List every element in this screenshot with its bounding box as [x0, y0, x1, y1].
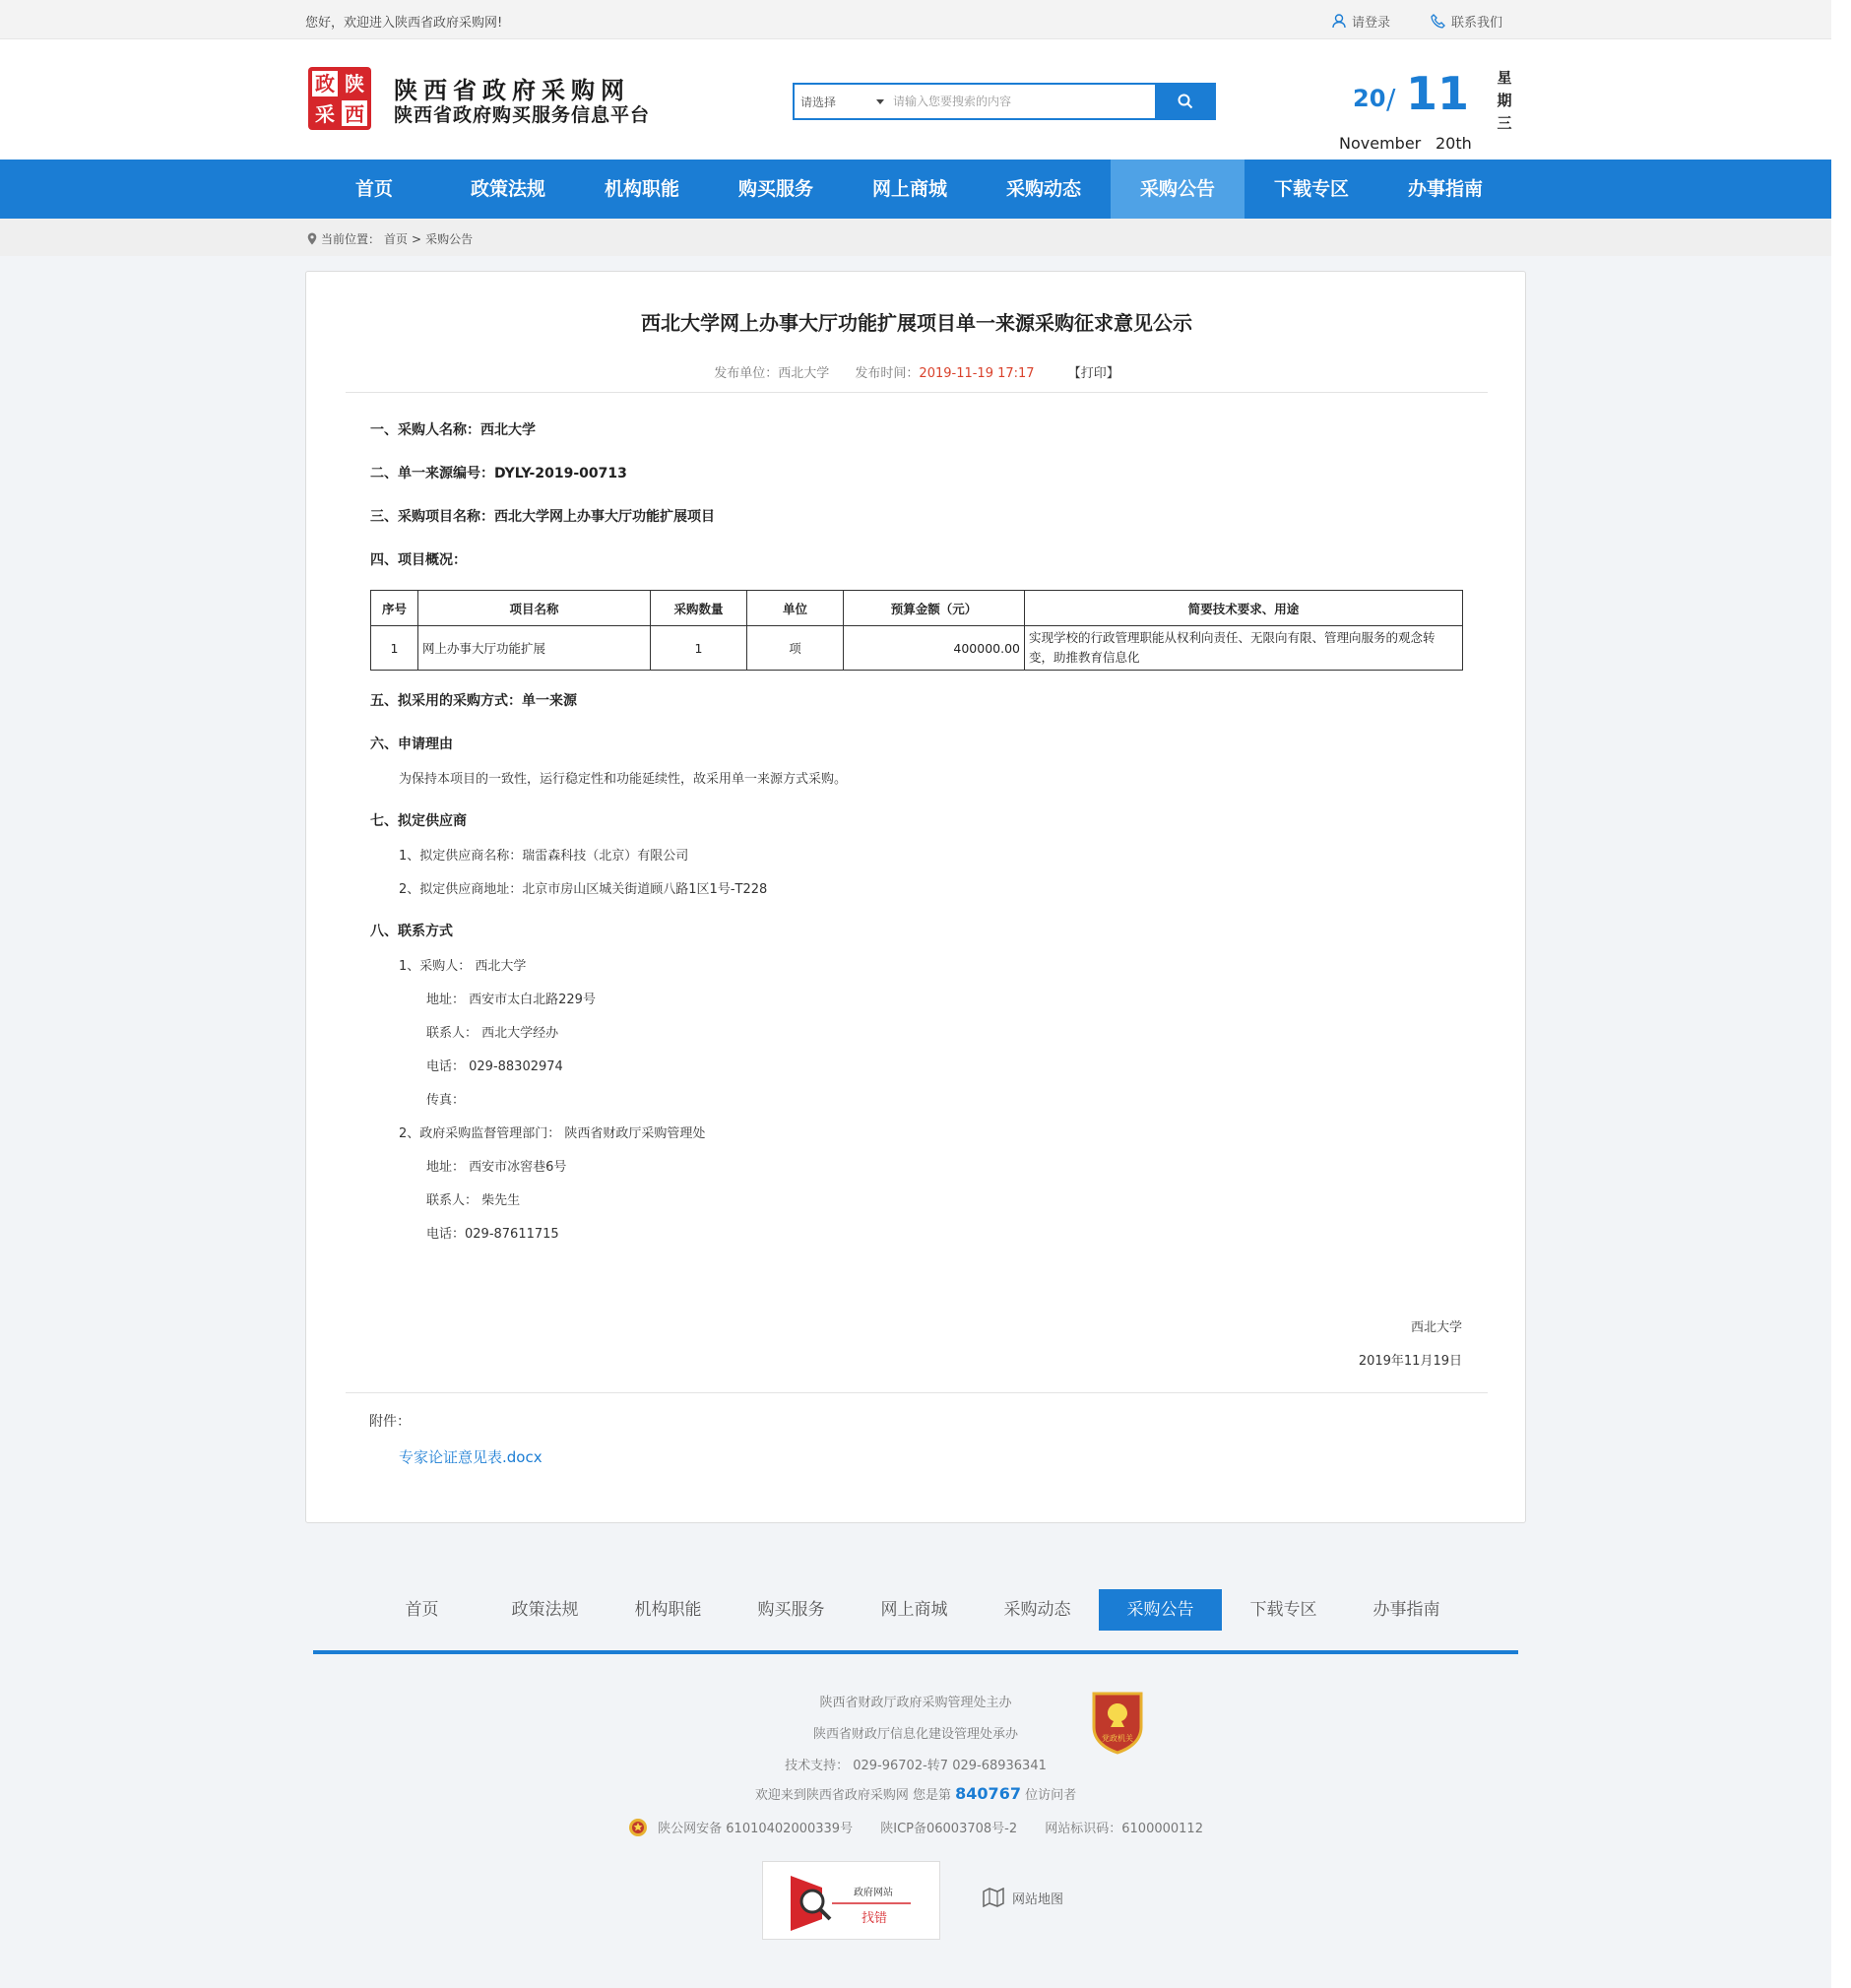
welcome-text: 您好，欢迎进入陕西省政府采购网! — [305, 16, 503, 31]
search-icon — [1178, 94, 1193, 109]
footer-nav — [313, 1589, 1518, 1633]
reason-text: 为保持本项目的一致性，运行稳定性和功能延续性，故采用单一来源方式采购。 — [399, 772, 848, 787]
visits-suffix: 位访问者 — [1020, 1788, 1077, 1803]
table-cell: 1 — [371, 626, 418, 671]
main-nav — [0, 160, 1831, 219]
location-pin-icon — [307, 232, 317, 245]
footer-nav-downloads[interactable]: 下载专区 — [1249, 1600, 1317, 1620]
footer-nav-mall[interactable]: 网上商城 — [880, 1600, 948, 1620]
footer-divider — [313, 1650, 1518, 1654]
police-emblem-icon[interactable] — [628, 1818, 648, 1837]
chevron-down-icon[interactable] — [876, 99, 884, 104]
contact-supervisor-phone: 电话：029-87611715 — [426, 1227, 559, 1242]
weekday-char: 星 — [1497, 69, 1512, 87]
nav-item-announcements[interactable]: 采购公告 — [1111, 160, 1245, 219]
find-error-line2: 找错 — [862, 1911, 888, 1926]
visits-prefix: 欢迎来到陕西省政府采购网 您是第 — [754, 1788, 956, 1803]
contact-supervisor-address: 地址： 西安市冰窖巷6号 — [426, 1160, 567, 1175]
article-title: 西北大学网上办事大厅功能扩展项目单一来源采购征求意见公示 — [641, 311, 1192, 335]
footer-records — [0, 1818, 1831, 1837]
publish-time-label: 发布时间： — [855, 366, 920, 381]
table-cell: 项 — [747, 626, 844, 671]
signature-date: 2019年11月19日 — [1358, 1354, 1462, 1369]
col-header: 单位 — [747, 591, 844, 626]
attachment-link[interactable]: 专家论证意见表.docx — [399, 1448, 543, 1466]
contact-purchaser-address: 地址： 西安市太白北路229号 — [426, 993, 596, 1007]
svg-text:采: 采 — [315, 102, 335, 126]
section-supplier: 七、拟定供应商 — [370, 813, 467, 829]
contact-purchaser-phone: 电话： 029-88302974 — [426, 1059, 563, 1074]
col-header: 项目名称 — [418, 591, 651, 626]
section-purchaser: 一、采购人名称：西北大学 — [370, 422, 536, 438]
footer-undertaker: 陕西省财政厅信息化建设管理处承办 — [812, 1727, 1018, 1742]
signature-org: 西北大学 — [1410, 1320, 1462, 1335]
date-slash: / — [1386, 83, 1396, 115]
breadcrumb-current[interactable]: 采购公告 — [425, 232, 474, 246]
publish-time: 2019-11-19 17:17 — [919, 366, 1035, 381]
logo-seal[interactable] — [307, 66, 372, 131]
supplier-name: 1、拟定供应商名称：瑞雷森科技（北京）有限公司 — [399, 849, 689, 864]
project-table — [370, 590, 1463, 671]
print-link[interactable]: 【打印】 — [1067, 366, 1119, 381]
find-error-button[interactable] — [762, 1861, 940, 1940]
search-category-select[interactable]: 请选择 — [800, 96, 837, 109]
breadcrumb-separator: > — [412, 231, 422, 246]
site-title: 陕西省政府采购网 — [394, 76, 630, 104]
footer-nav-services[interactable]: 购买服务 — [757, 1600, 825, 1620]
contact-purchaser-fax: 传真： — [426, 1093, 466, 1108]
contact-purchaser: 1、采购人： 西北大学 — [399, 959, 527, 974]
nav-item-services[interactable]: 购买服务 — [737, 178, 813, 200]
divider — [346, 392, 1488, 393]
date-day: 11 — [1406, 67, 1470, 120]
section-source-number: 二、单一来源编号：DYLY-2019-00713 — [370, 466, 627, 481]
footer-nav-guide[interactable]: 办事指南 — [1372, 1600, 1440, 1620]
icp-link[interactable]: 陕ICP备06003708号-2 — [880, 1822, 1018, 1836]
footer-nav-org[interactable]: 机构职能 — [634, 1600, 702, 1620]
table-cell: 400000.00 — [844, 626, 1025, 671]
find-error-line1: 政府网站 — [854, 1888, 893, 1898]
svg-text:西: 西 — [345, 102, 364, 126]
svg-text:陕: 陕 — [345, 72, 364, 96]
login-label: 请登录 — [1352, 16, 1391, 31]
article-meta — [306, 362, 1527, 381]
date-ordinal: 20th — [1436, 134, 1472, 153]
top-bar — [0, 0, 1831, 39]
weekday-char: 三 — [1497, 114, 1512, 132]
search-input[interactable] — [893, 91, 1149, 112]
section-reason: 六、申请理由 — [370, 737, 453, 752]
section-contact: 八、联系方式 — [370, 924, 453, 939]
date-year: 20 — [1353, 85, 1386, 112]
footer-visits — [0, 1784, 1831, 1803]
section-overview: 四、项目概况： — [370, 552, 467, 568]
footer-nav-news[interactable]: 采购动态 — [1003, 1600, 1071, 1620]
date-widget — [1329, 61, 1516, 153]
attachment-label: 附件： — [369, 1414, 411, 1430]
site-header — [0, 39, 1831, 160]
date-weekday — [1495, 67, 1514, 135]
publisher: 发布单位：西北大学 — [714, 366, 830, 381]
divider — [346, 1392, 1488, 1393]
weekday-char: 期 — [1497, 92, 1512, 109]
footer-nav-home[interactable]: 首页 — [405, 1600, 439, 1620]
footer-nav-announcements[interactable]: 采购公告 — [1099, 1589, 1222, 1631]
breadcrumb — [307, 230, 473, 247]
date-month: November — [1339, 134, 1422, 153]
table-cell: 1 — [651, 626, 747, 671]
section-project-name: 三、采购项目名称：西北大学网上办事大厅功能扩展项目 — [370, 509, 715, 525]
contact-link[interactable] — [1431, 12, 1502, 31]
table-row — [371, 626, 1463, 671]
phone-icon — [1431, 14, 1445, 29]
nav-item-guide[interactable]: 办事指南 — [1407, 178, 1483, 200]
table-header-row — [371, 591, 1463, 626]
col-header: 序号 — [371, 591, 418, 626]
footer-nav-policy[interactable]: 政策法规 — [511, 1600, 579, 1620]
contact-supervisor: 2、政府采购监督管理部门： 陕西省财政厅采购管理处 — [399, 1126, 706, 1141]
badge-text: 党政机关 — [1102, 1734, 1133, 1743]
user-icon — [1332, 14, 1346, 29]
contact-purchaser-person: 联系人： 西北大学经办 — [426, 1026, 559, 1041]
search-bar — [793, 83, 1216, 120]
scrollbar-gutter[interactable] — [1831, 0, 1851, 1988]
section-method: 五、拟采用的采购方式：单一来源 — [370, 693, 577, 709]
svg-text:政: 政 — [315, 72, 335, 96]
site-id: 网站标识码：6100000112 — [1045, 1822, 1203, 1836]
visits-count: 840767 — [955, 1784, 1021, 1803]
breadcrumb-bar — [0, 219, 1831, 256]
sitemap-link[interactable] — [983, 1888, 1063, 1907]
table-cell: 网上办事大厅功能扩展 — [418, 626, 651, 671]
footer-support: 技术支持： 029-96702-转7 029-68936341 — [785, 1759, 1047, 1773]
nav-item-downloads[interactable]: 下载专区 — [1273, 178, 1349, 200]
map-icon — [983, 1888, 1004, 1907]
search-button[interactable] — [1155, 83, 1216, 120]
footer-host: 陕西省财政厅政府采购管理处主办 — [819, 1696, 1012, 1710]
site-subtitle: 陕西省政府购买服务信息平台 — [394, 104, 651, 126]
party-government-badge[interactable] — [1090, 1690, 1145, 1755]
nav-item-news[interactable]: 采购动态 — [1005, 178, 1081, 200]
login-link[interactable] — [1332, 12, 1390, 31]
sitemap-label: 网站地图 — [1012, 1892, 1064, 1907]
breadcrumb-home[interactable]: 首页 — [384, 232, 409, 246]
table-cell: 实现学校的行政管理职能从权利向责任、无限向有限、管理向服务的观念转变，助推教育信息化 — [1025, 626, 1463, 671]
contact-label: 联系我们 — [1451, 16, 1503, 31]
nav-item-org[interactable]: 机构职能 — [604, 178, 679, 200]
contact-supervisor-person: 联系人： 柴先生 — [426, 1193, 521, 1208]
col-header: 采购数量 — [651, 591, 747, 626]
find-error-logo-icon — [763, 1862, 941, 1941]
col-header: 简要技术要求、用途 — [1025, 591, 1463, 626]
supplier-address: 2、拟定供应商地址：北京市房山区城关街道顾八路1区1号-T228 — [399, 882, 768, 897]
nav-item-policy[interactable]: 政策法规 — [470, 178, 545, 200]
breadcrumb-label: 当前位置： — [321, 232, 381, 246]
nav-item-mall[interactable]: 网上商城 — [871, 178, 947, 200]
nav-item-home[interactable]: 首页 — [354, 178, 393, 200]
police-record-link[interactable]: 陕公网安备 61010402000339号 — [658, 1822, 854, 1836]
article-card — [305, 271, 1526, 1523]
col-header: 预算金额（元） — [844, 591, 1025, 626]
